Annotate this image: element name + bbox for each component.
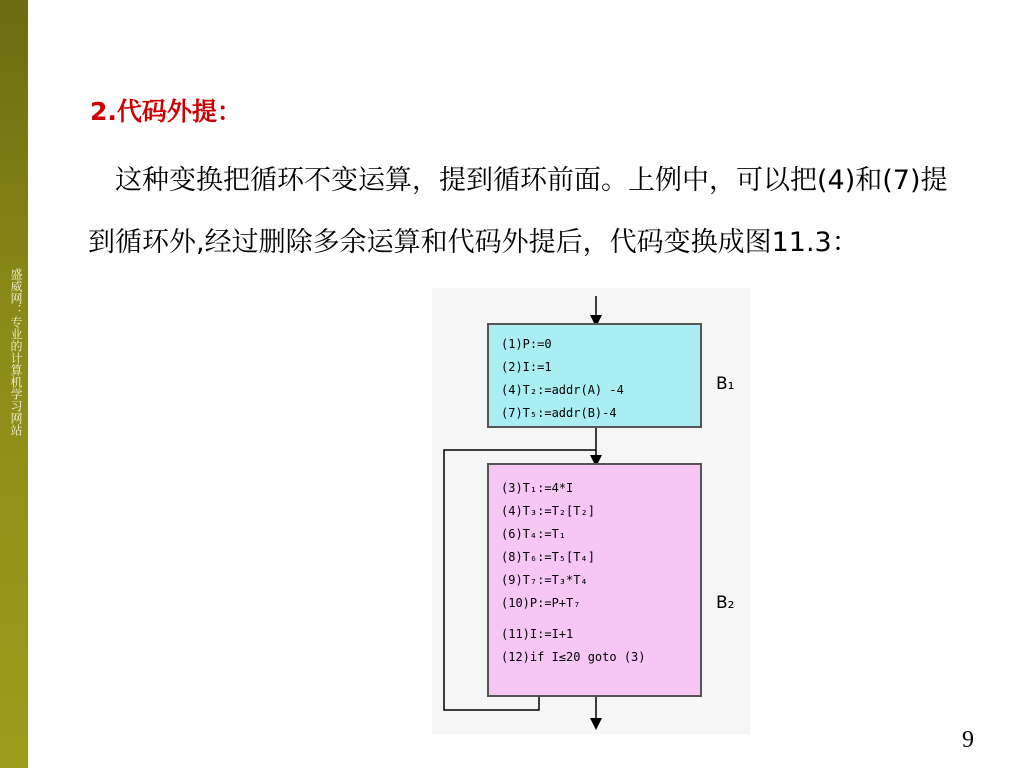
basic-block-b1 <box>487 323 702 428</box>
body-paragraph <box>88 150 958 274</box>
b2-statement: (10)P:=P+T₇ <box>501 596 581 610</box>
flow-diagram <box>432 288 750 734</box>
page-number: 9 <box>962 727 974 753</box>
b2-statement: (3)T₁:=4*I <box>501 481 574 495</box>
b1-statement: (7)T₅:=addr(B)-4 <box>501 406 617 420</box>
b2-statement: (12)if I≤20 goto (3) <box>501 650 646 664</box>
b2-statement: (9)T₇:=T₃*T₄ <box>501 573 588 587</box>
section-heading: 2.代码外提： <box>90 97 242 126</box>
b2-statement: (6)T₄:=T₁ <box>501 527 567 541</box>
b2-statement: (11)I:=I+1 <box>501 627 574 641</box>
paragraph-text: 这种变换把循环不变运算，提到循环前面。上例中，可以把(4)和(7)提到循环外,经过删除多余运算和代码外提后，代码变换成图11.3： <box>88 165 948 258</box>
b2-statement: (4)T₃:=T₂[T₂] <box>501 504 595 518</box>
block-label-b2: B₂ <box>716 593 735 613</box>
sidebar-bar <box>0 0 28 768</box>
b1-statement: (4)T₂:=addr(A) -4 <box>501 383 624 397</box>
block-label-b1: B₁ <box>716 374 735 394</box>
basic-block-b2 <box>487 463 702 697</box>
b2-statement: (8)T₆:=T₅[T₄] <box>501 550 595 564</box>
sidebar-watermark-text: 盛威网：专业的计算机学习网站 <box>9 268 23 436</box>
b1-statement: (2)I:=1 <box>501 360 552 374</box>
b1-statement: (1)P:=0 <box>501 337 552 351</box>
